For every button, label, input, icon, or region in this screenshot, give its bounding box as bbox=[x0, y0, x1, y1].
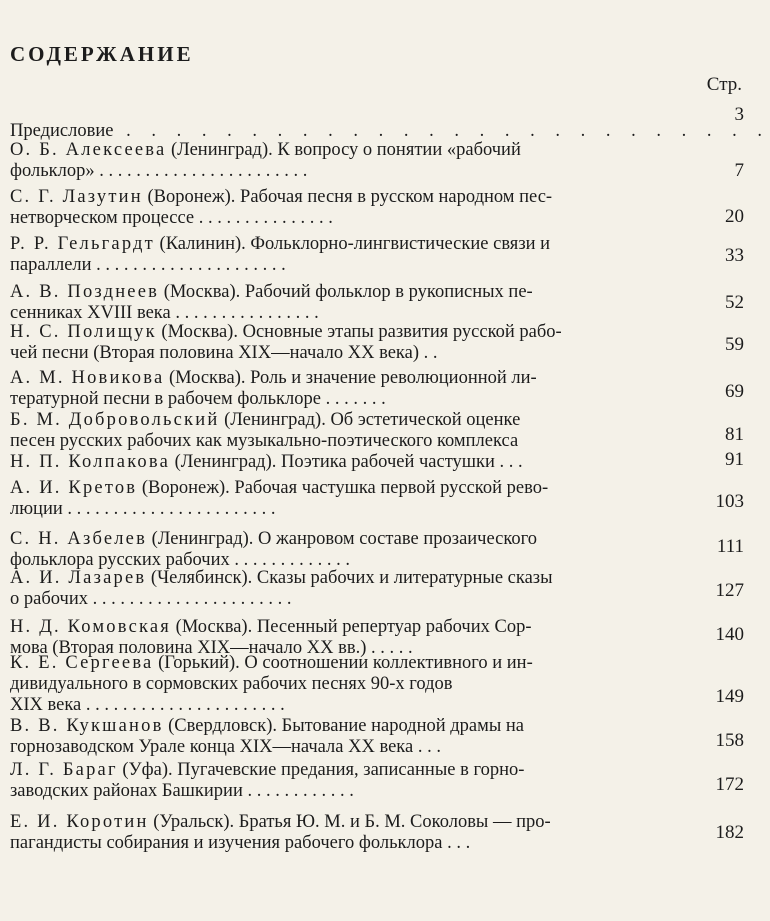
entry-line bbox=[10, 234, 690, 255]
entry-title-text: фольклор» . . . . . . . . . . . . . . . . . . . . . . . bbox=[10, 161, 308, 181]
entry-line bbox=[10, 737, 690, 758]
entry-line bbox=[10, 140, 690, 161]
entry-title-text: (Москва). Роль и значение революционной ли- bbox=[164, 368, 537, 388]
entry-author: А. И. Лазарев bbox=[10, 568, 147, 588]
entry-title-text: XIX века . . . . . . . . . . . . . . . . . . . . . . bbox=[10, 695, 285, 715]
entry-page-number: 158 bbox=[715, 730, 744, 751]
entry-title-text: (Ленинград). Об эстетической оценке bbox=[219, 410, 521, 430]
entry-title-text: фольклора русских рабочих . . . . . . . . . . . . . bbox=[10, 550, 351, 570]
entry-author: Н. С. Полищук bbox=[10, 322, 157, 342]
entry-title-text: (Москва). Рабочий фольклор в рукописных пе- bbox=[159, 282, 533, 302]
contents-entry bbox=[10, 478, 768, 520]
entry-title-text: о рабочих . . . . . . . . . . . . . . . . . . . . . . bbox=[10, 589, 292, 609]
contents-entry bbox=[10, 140, 768, 182]
entry-page-number: 140 bbox=[715, 624, 744, 645]
entry-text bbox=[10, 282, 690, 324]
entry-title-text: (Воронеж). Рабочая песня в русском народном пес- bbox=[142, 187, 553, 207]
contents-entry bbox=[10, 282, 768, 324]
contents-entry bbox=[10, 410, 768, 452]
entry-page-number: 91 bbox=[725, 449, 744, 470]
entry-line bbox=[10, 716, 690, 737]
entry-page-number: 20 bbox=[725, 206, 744, 227]
entry-page-number: 33 bbox=[725, 245, 744, 266]
entry-page-number: 81 bbox=[725, 424, 744, 445]
entry-line bbox=[10, 208, 690, 229]
entry-page-number: 7 bbox=[734, 160, 744, 181]
entry-title-text: (Ленинград). О жанровом составе прозаического bbox=[147, 529, 538, 549]
entry-title-text: чей песни (Вторая половина XIX—начало XX века) . . bbox=[10, 343, 438, 363]
entry-line bbox=[10, 589, 690, 610]
entry-line bbox=[10, 674, 690, 695]
contents-entry bbox=[10, 812, 768, 854]
entry-page-number: 127 bbox=[715, 580, 744, 601]
contents-entry bbox=[10, 716, 768, 758]
entry-author: О. Б. Алексеева bbox=[10, 140, 167, 160]
entry-author: В. В. Кукшанов bbox=[10, 716, 164, 736]
entry-author: А. М. Новикова bbox=[10, 368, 165, 388]
entry-text bbox=[10, 234, 690, 276]
entry-line bbox=[10, 781, 690, 802]
entry-line bbox=[10, 161, 690, 182]
entry-text bbox=[10, 410, 690, 452]
entry-text bbox=[10, 322, 690, 364]
page-title: СОДЕРЖАНИЕ bbox=[10, 42, 194, 66]
entry-line bbox=[10, 343, 690, 364]
entry-line bbox=[10, 389, 690, 410]
entry-title-text: (Москва). Основные этапы развития русской рабо- bbox=[156, 322, 562, 342]
leader-dots: . . . . . . . . . . . . . . . . . . . . . . . . . . bbox=[113, 121, 770, 141]
entry-line bbox=[10, 282, 690, 303]
entry-title-text: сенниках XVIII века . . . . . . . . . . . . . . . . bbox=[10, 303, 319, 323]
entry-line bbox=[10, 255, 690, 276]
entry-page-number: 59 bbox=[725, 334, 744, 355]
contents-entry bbox=[10, 187, 768, 229]
entry-title-text: пагандисты собирания и изучения рабочего фольклора . . . bbox=[10, 833, 471, 853]
entry-line bbox=[10, 760, 690, 781]
entry-page-number: 3 bbox=[734, 104, 744, 125]
entry-text bbox=[10, 452, 690, 473]
entry-title-text: Предисловие bbox=[10, 121, 114, 141]
entry-author: К. Е. Сергеева bbox=[10, 653, 154, 673]
entry-title-text: (Ленинград). Поэтика рабочей частушки . . . bbox=[170, 452, 523, 472]
contents-entry bbox=[10, 234, 768, 276]
entry-title-text: (Свердловск). Бытование народной драмы на bbox=[163, 716, 525, 736]
entry-text bbox=[10, 568, 690, 610]
contents-entry bbox=[10, 529, 768, 571]
entry-title-text: дивидуального в сормовских рабочих песнях 90-х годов bbox=[10, 674, 453, 694]
page-column-header: Стр. bbox=[706, 74, 742, 95]
entry-text bbox=[10, 812, 690, 854]
entry-text bbox=[10, 760, 690, 802]
contents-entry bbox=[10, 568, 768, 610]
entry-line bbox=[10, 499, 690, 520]
entry-line bbox=[10, 431, 690, 452]
entry-author: Л. Г. Бараг bbox=[10, 760, 118, 780]
entry-author: С. Н. Азбелев bbox=[10, 529, 148, 549]
entry-line bbox=[10, 833, 690, 854]
entry-line bbox=[10, 410, 690, 431]
entry-text bbox=[10, 140, 690, 182]
entry-page-number: 182 bbox=[715, 822, 744, 843]
entry-title-text: люции . . . . . . . . . . . . . . . . . . . . . . . bbox=[10, 499, 276, 519]
entry-title-text: горнозаводском Урале конца XIX—начала XX века . . . bbox=[10, 737, 441, 757]
entry-title-text: (Калинин). Фольклорно-лингвистические связи и bbox=[154, 234, 551, 254]
contents-entry bbox=[10, 760, 768, 802]
entry-text bbox=[10, 653, 690, 716]
entry-author: А. В. Позднеев bbox=[10, 282, 160, 302]
entry-title-text: параллели . . . . . . . . . . . . . . . . . . . . . bbox=[10, 255, 286, 275]
entry-author: Н. Д. Комовская bbox=[10, 617, 172, 637]
entry-author: А. И. Кретов bbox=[10, 478, 138, 498]
entry-line bbox=[10, 529, 690, 550]
entry-title-text: тературной песни в рабочем фольклоре . . . . . . . bbox=[10, 389, 386, 409]
entry-title-text: (Воронеж). Рабочая частушка первой русской рево- bbox=[137, 478, 549, 498]
entry-author: Н. П. Колпакова bbox=[10, 452, 170, 472]
entry-title-text: (Горький). О соотношении коллективного и ин- bbox=[153, 653, 533, 673]
entry-line bbox=[10, 812, 690, 833]
entry-line bbox=[10, 187, 690, 208]
entry-author: Б. М. Добровольский bbox=[10, 410, 220, 430]
entry-line bbox=[10, 617, 690, 638]
entry-title-text: мова (Вторая половина XIX—начало XX вв.) . . . . . bbox=[10, 638, 413, 658]
entry-line bbox=[10, 653, 690, 674]
entry-title-text: (Уральск). Братья Ю. М. и Б. М. Соколовы — про- bbox=[148, 812, 551, 832]
entry-title-text: (Уфа). Пугачевские предания, записанные в горно- bbox=[117, 760, 525, 780]
entry-page-number: 52 bbox=[725, 292, 744, 313]
entry-line bbox=[10, 568, 690, 589]
entry-text bbox=[10, 716, 690, 758]
entry-title-text: (Ленинград). К вопросу о понятии «рабочий bbox=[166, 140, 521, 160]
entry-author: С. Г. Лазутин bbox=[10, 187, 143, 207]
contents-entry bbox=[10, 322, 768, 364]
entry-line bbox=[10, 322, 690, 343]
entry-title-text: нетворческом процессе . . . . . . . . . . . . . . . bbox=[10, 208, 333, 228]
entry-line bbox=[10, 303, 690, 324]
entry-text bbox=[10, 187, 690, 229]
entry-text bbox=[10, 478, 690, 520]
entry-author: Р. Р. Гельгардт bbox=[10, 234, 155, 254]
entry-title-text: (Челябинск). Сказы рабочих и литературные сказы bbox=[146, 568, 553, 588]
entry-line bbox=[10, 121, 770, 142]
entry-author: Е. И. Коротин bbox=[10, 812, 149, 832]
entry-page-number: 172 bbox=[715, 774, 744, 795]
entry-text bbox=[10, 529, 690, 571]
contents-entry bbox=[10, 368, 768, 410]
entry-title-text: песен русских рабочих как музыкально-поэтического комплекса bbox=[10, 431, 519, 451]
entry-title-text: заводских районах Башкирии . . . . . . . . . . . . bbox=[10, 781, 354, 801]
entry-title-text: (Москва). Песенный репертуар рабочих Сор- bbox=[171, 617, 532, 637]
contents-entry bbox=[10, 121, 768, 142]
entry-text bbox=[10, 368, 690, 410]
entry-line bbox=[10, 478, 690, 499]
entry-page-number: 69 bbox=[725, 381, 744, 402]
entry-page-number: 149 bbox=[715, 686, 744, 707]
contents-entry bbox=[10, 452, 768, 473]
entry-page-number: 111 bbox=[716, 536, 744, 557]
entry-page-number: 103 bbox=[715, 491, 744, 512]
contents-entry bbox=[10, 653, 768, 716]
entry-line bbox=[10, 452, 690, 473]
entry-text bbox=[10, 121, 770, 142]
entry-line bbox=[10, 695, 690, 716]
entry-line bbox=[10, 368, 690, 389]
